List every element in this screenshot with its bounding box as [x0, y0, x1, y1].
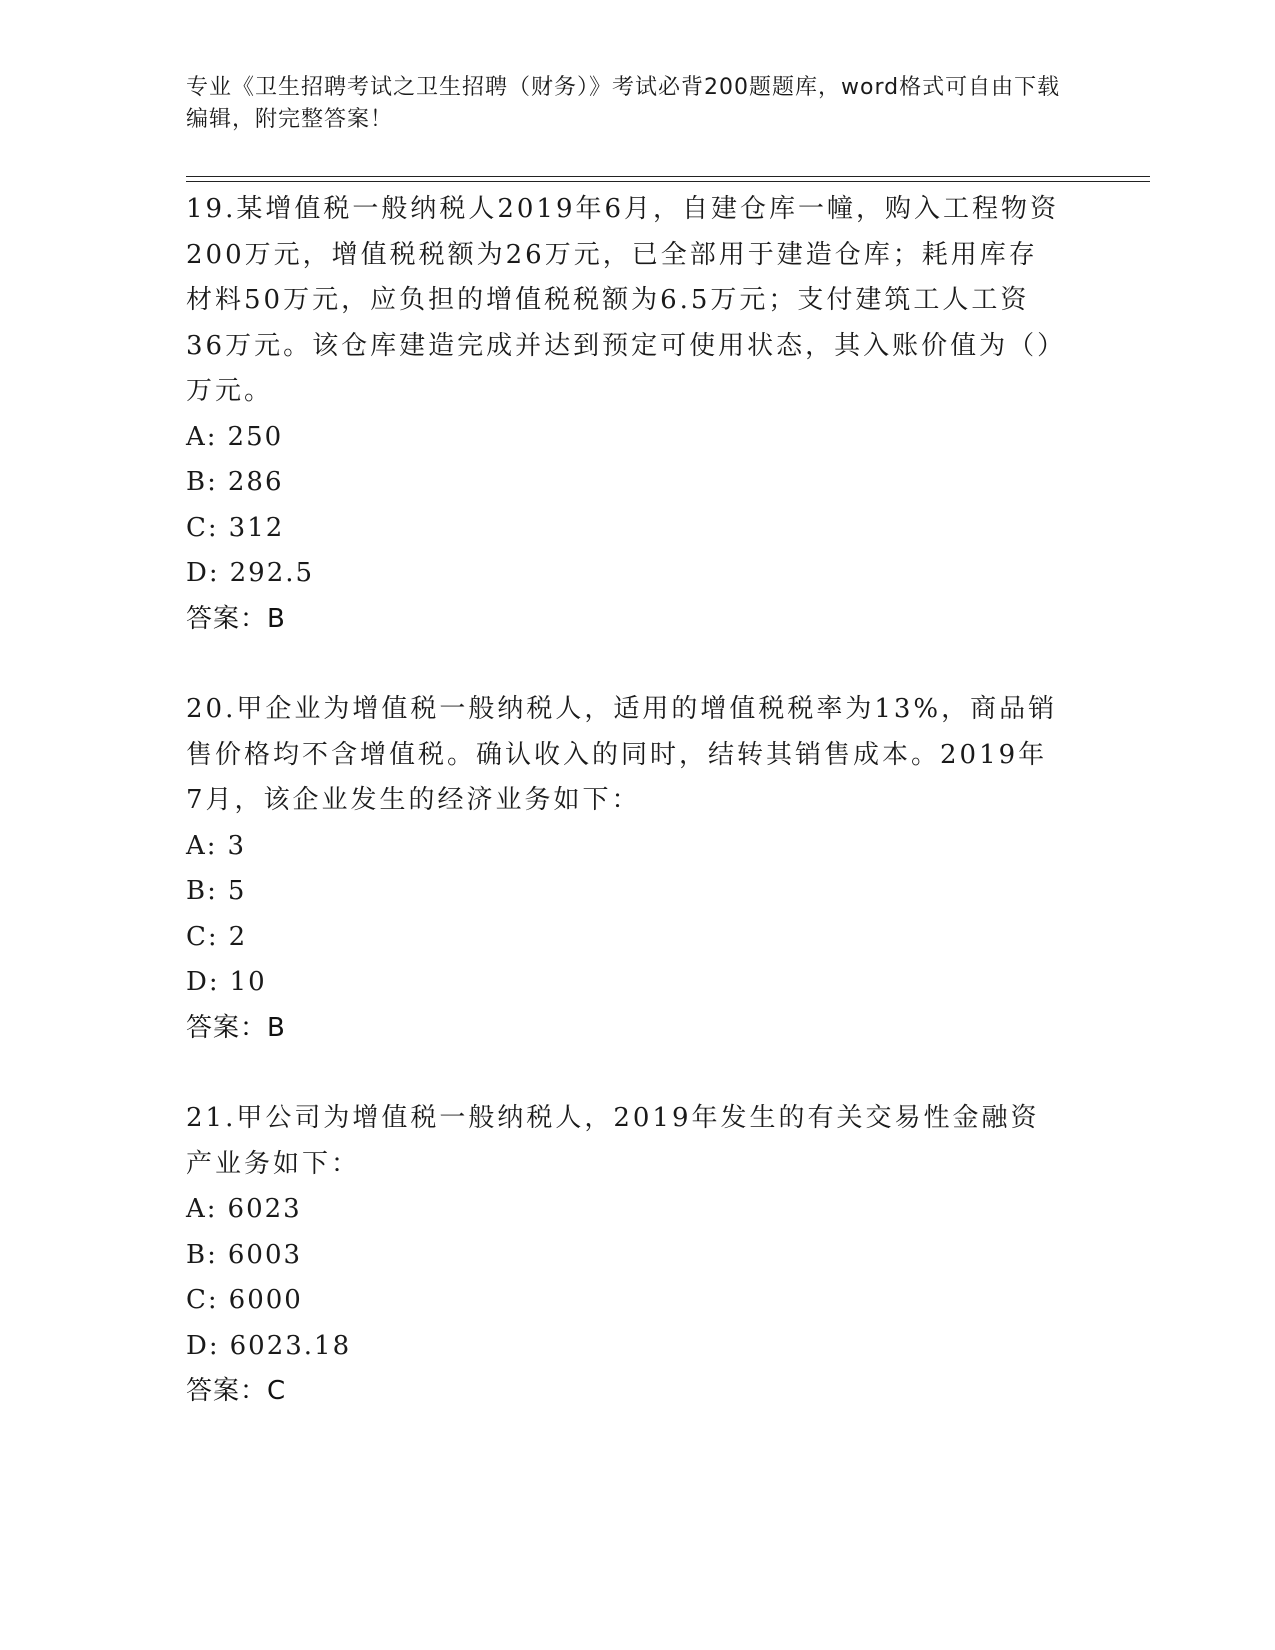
option-letter: A [186, 421, 207, 452]
answer-line: 答案：B [186, 1012, 286, 1043]
option-value: 312 [228, 512, 285, 543]
header-divider-bottom [186, 181, 1150, 182]
option-a [186, 824, 1066, 870]
option-value: 6003 [227, 1239, 303, 1270]
option-value: 6000 [228, 1285, 303, 1315]
option-value: 6023 [227, 1194, 302, 1224]
option-separator: : [208, 967, 220, 997]
option-letter: C [186, 1285, 208, 1315]
option-separator: : [207, 1285, 219, 1315]
question-text: 20.甲企业为增值税一般纳税人，适用的增值税税率为13%，商品销售价格均不含增值税。确认收入的同时，结转其销售成本。2019年7月，该企业发生的经济业务如下： [186, 694, 1058, 815]
option-separator: : [207, 1239, 218, 1270]
option-value: 250 [227, 421, 284, 452]
option-value: 3 [227, 830, 247, 861]
option-letter: A [186, 1194, 207, 1224]
option-letter: C [186, 512, 208, 543]
question-list [186, 187, 1066, 1460]
option-separator: : [206, 1194, 218, 1224]
option-separator: : [207, 921, 219, 952]
option-c [186, 915, 1066, 961]
option-separator: : [207, 467, 218, 497]
answer-line: 答案：C [186, 1376, 287, 1406]
document-header-title: 专业《卫生招聘考试之卫生招聘（财务）》考试必背200题题库，word格式可自由下载编辑，附完整答案！ [186, 75, 1061, 132]
option-letter: C [186, 921, 208, 952]
option-value: 6023.18 [229, 1330, 352, 1361]
option-letter: D [186, 967, 209, 997]
question-19 [186, 187, 1066, 642]
option-value: 286 [227, 467, 284, 497]
option-d [186, 960, 1066, 1006]
option-separator: : [207, 512, 219, 543]
option-value: 10 [229, 967, 267, 997]
question-20 [186, 687, 1066, 1051]
option-b [186, 460, 1066, 506]
option-a [186, 415, 1066, 461]
question-21 [186, 1096, 1066, 1415]
option-letter: B [186, 876, 208, 906]
question-text: 19.某增值税一般纳税人2019年6月，自建仓库一幢，购入工程物资200万元，增值税税额为26万元，已全部用于建造仓库；耗用库存材料50万元，应负担的增值税税额为6.5万元；支付建筑工人工资36万元。该仓库建造完成并达到预定可使用状态，其入账价值为（）万元。 [186, 194, 1060, 406]
option-c [186, 506, 1066, 552]
option-a [186, 1187, 1066, 1233]
option-b [186, 869, 1066, 915]
option-d [186, 551, 1066, 597]
option-value: 292.5 [229, 558, 315, 588]
option-letter: D [186, 558, 209, 588]
option-c [186, 1278, 1066, 1324]
option-separator: : [206, 421, 218, 452]
header-divider-top [186, 176, 1150, 177]
option-d [186, 1324, 1066, 1370]
option-separator: : [208, 558, 220, 588]
option-separator: : [207, 876, 218, 906]
option-value: 2 [228, 921, 248, 952]
question-text: 21.甲公司为增值税一般纳税人，2019年发生的有关交易性金融资产业务如下： [186, 1103, 1040, 1179]
option-separator: : [206, 830, 218, 861]
option-letter: B [186, 467, 208, 497]
option-value: 5 [227, 876, 247, 906]
option-letter: D [186, 1330, 209, 1361]
option-b [186, 1233, 1066, 1279]
option-separator: : [208, 1330, 220, 1361]
option-letter: B [186, 1239, 208, 1270]
answer-line: 答案：B [186, 603, 286, 634]
option-letter: A [186, 830, 207, 861]
